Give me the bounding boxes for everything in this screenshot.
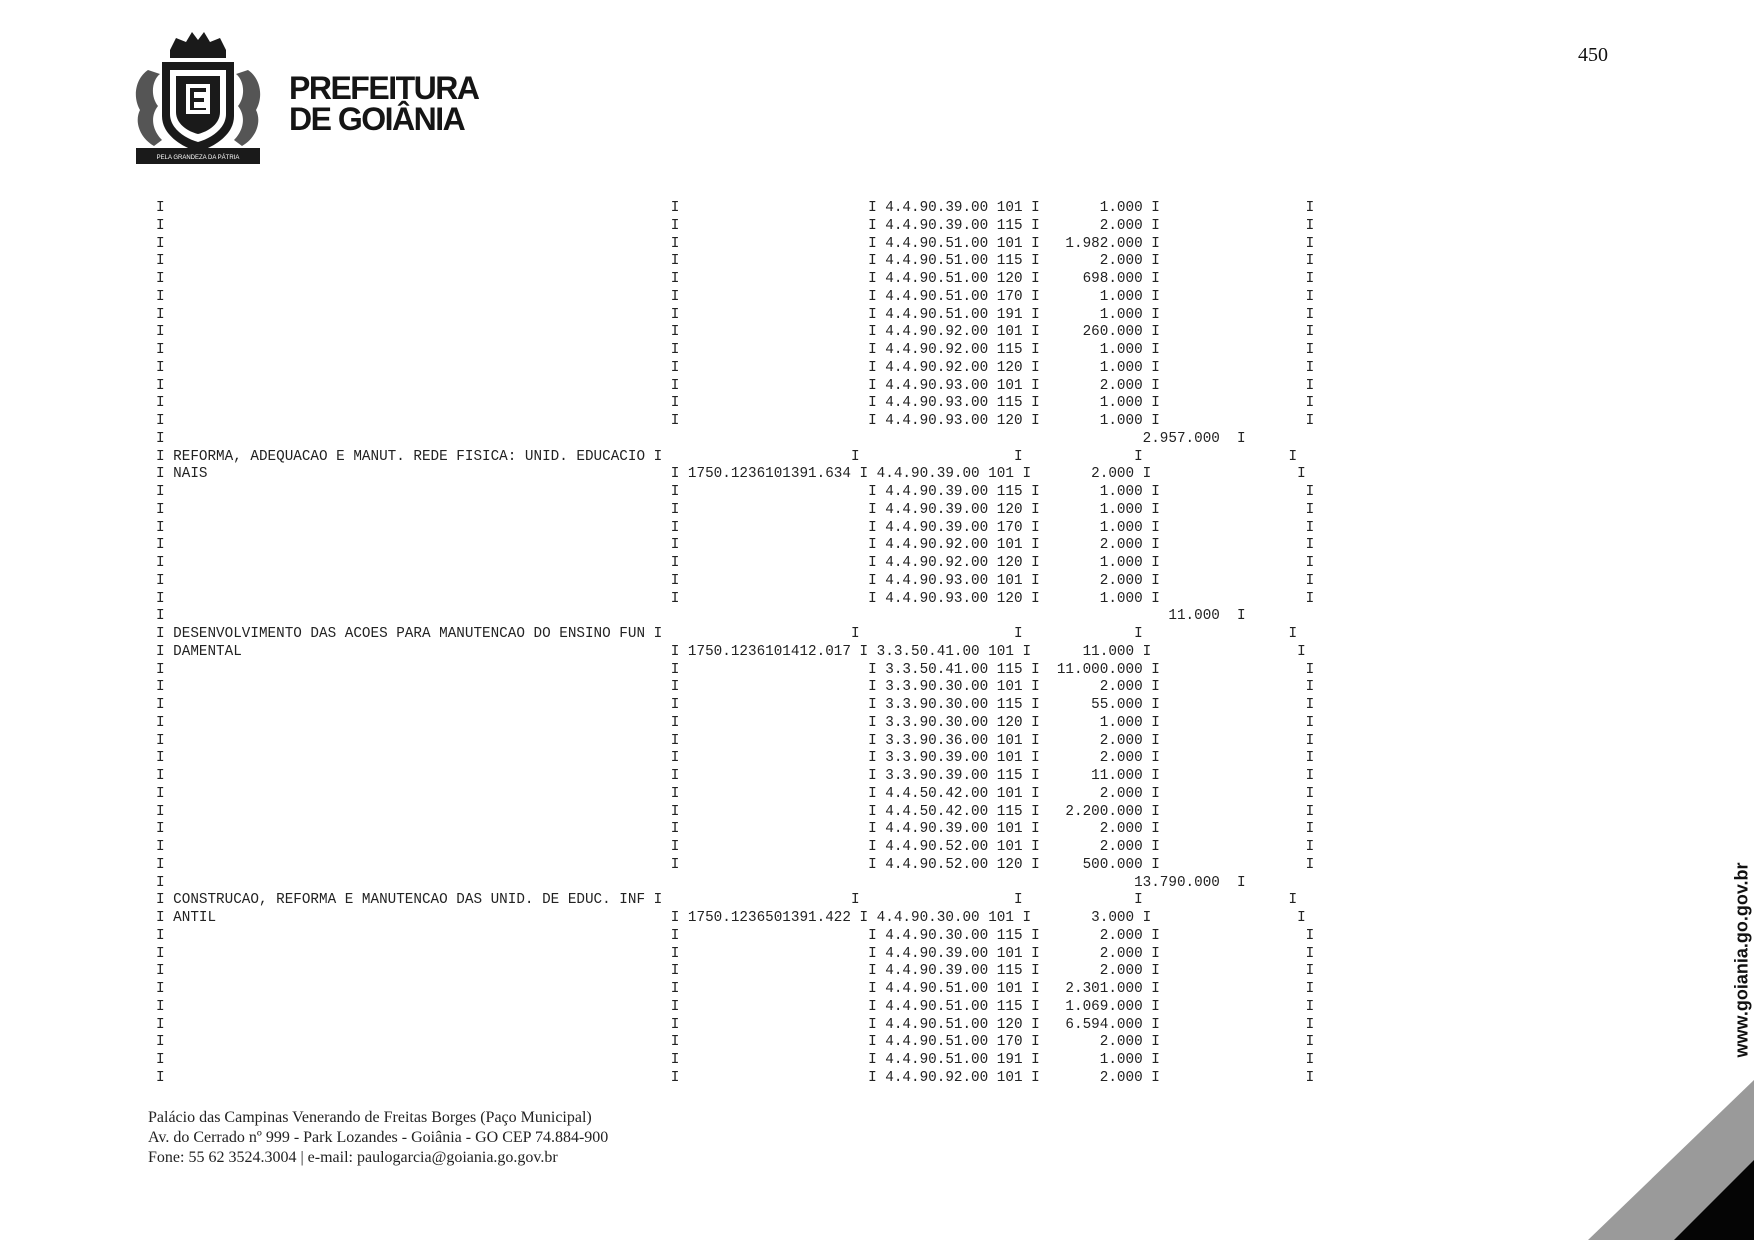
brand-line-2: DE GOIÂNIA (289, 101, 465, 137)
listing-line: I REFORMA, ADEQUACAO E MANUT. REDE FISICA: UNID. EDUCACIO I I I I I (156, 448, 1298, 465)
listing-line: I I I 4.4.90.52.00 101 I 2.000 I I (156, 839, 1315, 855)
listing-line: I I I 3.3.90.30.00 115 I 55.000 I I (156, 697, 1315, 713)
listing-line: I I I 3.3.90.30.00 120 I 1.000 I I (156, 714, 1315, 731)
listing-line: I I I 4.4.90.39.00 115 I 2.000 I I (156, 217, 1315, 234)
listing-line: I I I 4.4.90.92.00 115 I 1.000 I I (156, 342, 1315, 358)
listing-line: I I I 4.4.90.93.00 101 I 2.000 I I (156, 377, 1315, 394)
listing-line: I I I 4.4.90.39.00 101 I 2.000 I I (156, 945, 1315, 962)
listing-line: I I I 4.4.90.51.00 191 I 1.000 I I (156, 306, 1315, 323)
listing-line: I CONSTRUCAO, REFORMA E MANUTENCAO DAS UNID. DE EDUC. INF I I I I I (156, 892, 1298, 909)
listing-line: I I I 4.4.90.93.00 101 I 2.000 I I (156, 572, 1315, 589)
listing-line: I NAIS I 1750.1236101391.634 I 4.4.90.39.00 101 I 2.000 I I (156, 466, 1306, 483)
listing-line: I I I 4.4.90.92.00 101 I 260.000 I I (156, 324, 1315, 341)
budget-listing (156, 200, 1314, 1088)
listing-line: I I I 4.4.90.51.00 101 I 1.982.000 I I (156, 235, 1315, 252)
listing-line: I I I 4.4.90.51.00 191 I 1.000 I I (156, 1052, 1315, 1068)
listing-line: I ANTIL I 1750.1236501391.422 I 4.4.90.30.00 101 I 3.000 I I (156, 910, 1306, 926)
listing-line: I DAMENTAL I 1750.1236101412.017 I 3.3.50.41.00 101 I 11.000 I I (156, 643, 1306, 660)
footer-address (148, 1108, 608, 1168)
listing-line: I I I 4.4.90.92.00 120 I 1.000 I I (156, 555, 1315, 571)
corner-decoration (1588, 1080, 1754, 1240)
listing-line: I I I 4.4.90.30.00 115 I 2.000 I I (156, 927, 1315, 944)
footer-line-1: Palácio das Campinas Venerando de Freitas Borges (Paço Municipal) (148, 1109, 592, 1126)
listing-line: I I I 4.4.90.51.00 120 I 6.594.000 I I (156, 1016, 1315, 1033)
listing-line: I I I 4.4.90.92.00 101 I 2.000 I I (156, 1069, 1315, 1086)
listing-line: I I I 4.4.90.51.00 170 I 2.000 I I (156, 1034, 1315, 1051)
page-number: 450 (1578, 44, 1608, 66)
listing-line: I I I 4.4.50.42.00 115 I 2.200.000 I I (156, 803, 1315, 820)
side-url: www.goiania.go.gov.br (1731, 862, 1752, 1058)
footer-line-2: Av. do Cerrado nº 999 - Park Lozandes - Goiânia - GO CEP 74.884-900 (148, 1129, 609, 1146)
listing-line: I 13.790.000 I (156, 874, 1246, 891)
listing-line: I I I 3.3.90.36.00 101 I 2.000 I I (156, 732, 1315, 749)
listing-line: I I I 4.4.90.93.00 120 I 1.000 I I (156, 413, 1315, 429)
listing-line: I I I 3.3.90.30.00 101 I 2.000 I I (156, 679, 1315, 696)
seal-motto: PELA GRANDEZA DA PÁTRIA (156, 155, 240, 161)
listing-line: I I I 3.3.50.41.00 115 I 11.000.000 I I (156, 661, 1315, 678)
listing-line: I I I 3.3.90.39.00 101 I 2.000 I I (156, 750, 1315, 767)
brand-line-1: PREFEITURA (289, 70, 479, 106)
listing-line: I I I 4.4.90.39.00 101 I 1.000 I I (156, 200, 1315, 216)
listing-line: I I I 4.4.90.51.00 170 I 1.000 I I (156, 288, 1315, 305)
listing-line: I I I 4.4.90.51.00 115 I 2.000 I I (156, 253, 1315, 270)
listing-line: I 11.000 I (156, 608, 1246, 625)
listing-line: I DESENVOLVIMENTO DAS ACOES PARA MANUTENCAO DO ENSINO FUN I I I I I (156, 626, 1298, 642)
listing-line: I I I 4.4.90.39.00 115 I 2.000 I I (156, 963, 1315, 980)
footer-line-3: Fone: 55 62 3524.3004 | e-mail: paulogarcia@goiania.go.gov.br (148, 1149, 558, 1166)
brand-name (289, 70, 479, 137)
listing-line: I I I 4.4.90.51.00 115 I 1.069.000 I I (156, 998, 1315, 1015)
listing-line: I I I 4.4.90.93.00 115 I 1.000 I I (156, 395, 1315, 412)
listing-line: I I I 4.4.90.51.00 120 I 698.000 I I (156, 271, 1315, 287)
listing-line: I I I 4.4.90.39.00 101 I 2.000 I I (156, 821, 1315, 838)
city-coat-of-arms-logo (118, 30, 278, 166)
listing-line: I I I 4.4.50.42.00 101 I 2.000 I I (156, 785, 1315, 802)
listing-line: I I I 4.4.90.93.00 120 I 1.000 I I (156, 590, 1315, 607)
listing-line: I I I 4.4.90.39.00 170 I 1.000 I I (156, 519, 1315, 536)
listing-line: I I I 4.4.90.52.00 120 I 500.000 I I (156, 856, 1315, 873)
listing-line: I 2.957.000 I (156, 430, 1246, 447)
listing-line: I I I 4.4.90.92.00 101 I 2.000 I I (156, 537, 1315, 554)
listing-line: I I I 4.4.90.51.00 101 I 2.301.000 I I (156, 981, 1315, 997)
listing-line: I I I 4.4.90.92.00 120 I 1.000 I I (156, 359, 1315, 376)
listing-line: I I I 3.3.90.39.00 115 I 11.000 I I (156, 768, 1315, 784)
listing-line: I I I 4.4.90.39.00 115 I 1.000 I I (156, 484, 1315, 500)
listing-line: I I I 4.4.90.39.00 120 I 1.000 I I (156, 501, 1315, 518)
